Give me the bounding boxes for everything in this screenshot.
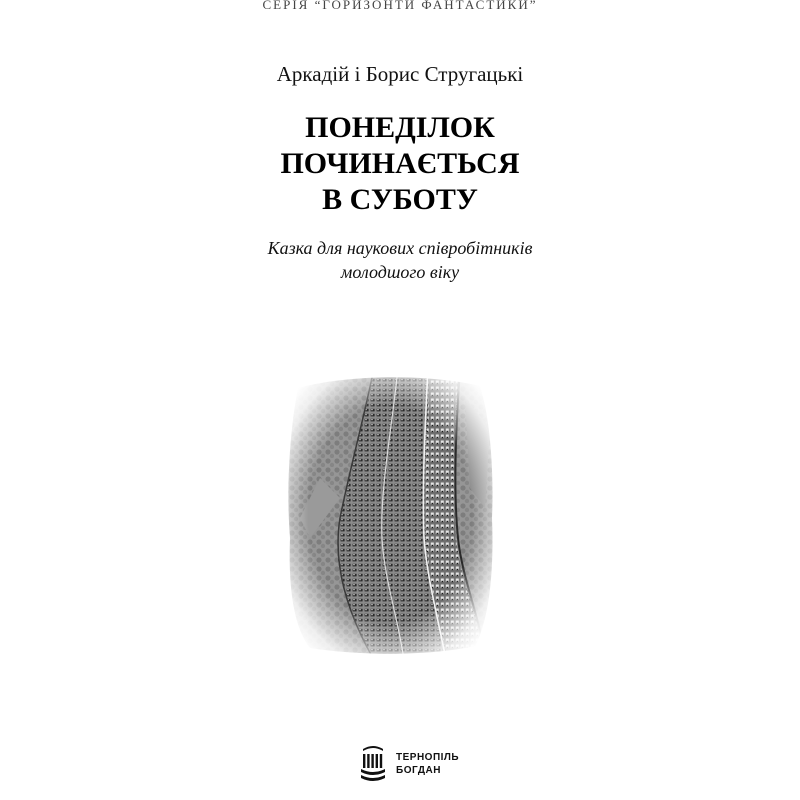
publisher-name: БОГДАН	[396, 765, 441, 776]
series-name: СЕРІЯ “ГОРИЗОНТИ ФАНТАСТИКИ”	[262, 0, 538, 12]
book-subtitle-line-2: молодшого віку	[340, 262, 460, 282]
publisher-text	[396, 751, 459, 777]
highway-illustration	[280, 368, 500, 660]
publisher-city: ТЕРНОПІЛЬ	[396, 752, 460, 763]
book-subtitle-line-1: Казка для наукових співробітників	[267, 238, 533, 258]
book-title	[0, 110, 800, 218]
bogdan-publisher-logo-icon	[360, 745, 386, 783]
book-title-line-2: ПОЧИНАЄТЬСЯ	[280, 147, 520, 180]
book-subtitle	[0, 236, 800, 284]
publisher-block	[360, 745, 459, 783]
authors: Аркадій і Борис Стругацькі	[276, 62, 524, 86]
book-title-line-1: ПОНЕДІЛОК	[305, 111, 495, 144]
book-title-line-3: В СУБОТУ	[322, 183, 478, 216]
